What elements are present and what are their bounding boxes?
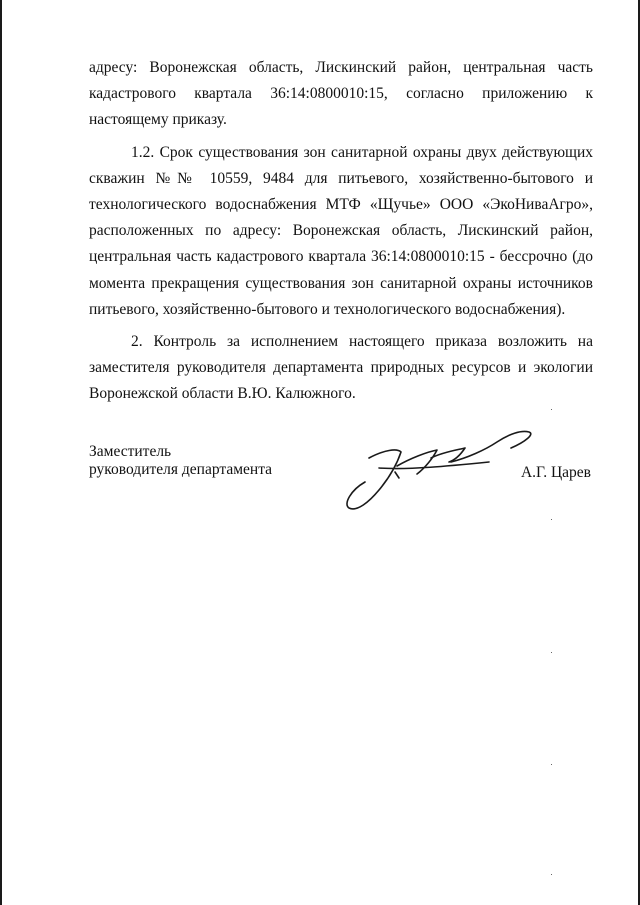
document-body xyxy=(89,55,593,408)
scan-speck xyxy=(551,409,552,410)
signer-position-line-2: руководителя департамента xyxy=(89,461,273,478)
scan-speck xyxy=(551,874,552,875)
scan-speck xyxy=(551,764,552,765)
scan-speck xyxy=(551,652,552,653)
paragraph-2-control: 2. Контроль за исполнением настоящего приказа возложить на заместителя руководителя департамента природных ресурсов и экологии Воронежской области В.Ю. Калюжного. xyxy=(89,333,593,403)
signature-block xyxy=(89,443,593,533)
paragraph-address-continuation: адресу: Воронежская область, Лискинский район, центральная часть кадастрового квартала 36:14:0800010:15, согласно приложению к настоящему приказу. xyxy=(89,59,593,129)
signer-position-line-1: Заместитель xyxy=(89,443,172,460)
page-left-border xyxy=(0,0,2,905)
scan-speck xyxy=(551,519,552,520)
signer-name: А.Г. Царев xyxy=(520,464,591,481)
signer-position xyxy=(89,443,272,479)
paragraph-1-2-duration: 1.2. Срок существования зон санитарной охраны двух действующих скважин №№ 10559, 9484 для питьевого, хозяйственно-бытового и технологического водоснабжения МТФ «Щучье» ООО «ЭкоНиваАгро», расположенных по адресу: Воронежская область, Лискинский район, центральная часть кадастрового квартала 36:14:0800010:15 - бессрочно (до момента прекращения существования зон санитарной охраны источников питьевого, хозяйственно-бытового и технологического водоснабжения). xyxy=(89,143,593,318)
